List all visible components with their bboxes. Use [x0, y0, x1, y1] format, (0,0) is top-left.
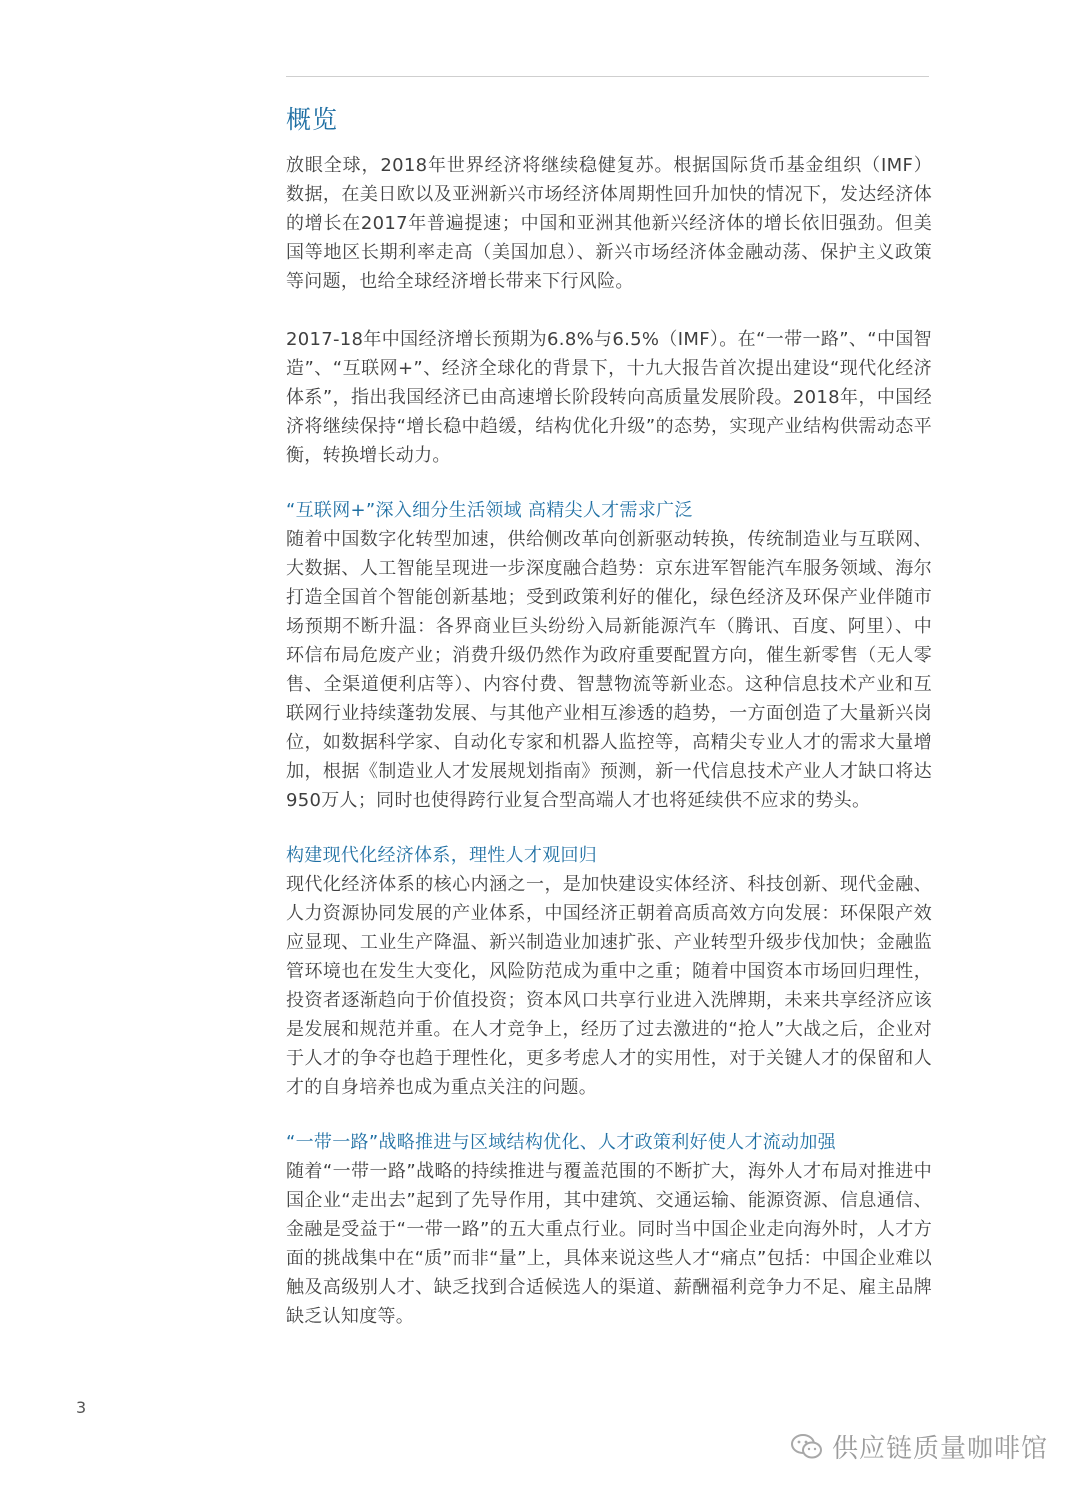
- section-body-modern-economy: 现代化经济体系的核心内涵之一，是加快建设实体经济、科技创新、现代金融、人力资源协同发展的产业体系，中国经济正朝着高质高效方向发展：环保限产效应显现、工业生产降温、新兴制造业加速扩张、产业转型升级步伐加快；金融监管环境也在发生大变化，风险防范成为重中之重；随着中国资本市场回归理性，投资者逐渐趋向于价值投资；资本风口共享行业进入洗牌期，未来共享经济应该是发展和规范并重。在人才竞争上，经历了过去激进的“抢人”大战之后，企业对于人才的争夺也趋于理性化，更多考虑人才的实用性，对于关键人才的保留和人才的自身培养也成为重点关注的问题。: [286, 874, 932, 1098]
- watermark: [790, 1428, 1048, 1465]
- section-heading-belt-and-road: “一带一路”战略推进与区域结构优化、人才政策利好使人才流动加强: [286, 1132, 836, 1153]
- page-number: 3: [76, 1398, 87, 1417]
- section-heading-internet-plus: “互联网+”深入细分生活领域 高精尖人才需求广泛: [286, 500, 693, 521]
- page-title: 概览: [286, 105, 339, 134]
- top-divider: [286, 76, 929, 77]
- section-body-internet-plus: 随着中国数字化转型加速，供给侧改革向创新驱动转换，传统制造业与互联网、大数据、人工智能呈现进一步深度融合趋势：京东进军智能汽车服务领域、海尔打造全国首个智能创新基地；受到政策利好的催化，绿色经济及环保产业伴随市场预期不断升温：各界商业巨头纷纷入局新能源汽车（腾讯、百度、阿里）、中环信布局危废产业；消费升级仍然作为政府重要配置方向，催生新零售（无人零售、全渠道便利店等）、内容付费、智慧物流等新业态。这种信息技术产业和互联网行业持续蓬勃发展、与其他产业相互渗透的趋势，一方面创造了大量新兴岗位，如数据科学家、自动化专家和机器人监控等，高精尖专业人才的需求大量增加，根据《制造业人才发展规划指南》预测，新一代信息技术产业人才缺口将达950万人；同时也使得跨行业复合型高端人才也将延续供不应求的势头。: [286, 529, 932, 811]
- wechat-icon: [790, 1433, 824, 1461]
- intro-paragraph-1: 放眼全球，2018年世界经济将继续稳健复苏。根据国际货币基金组织（IMF）数据，在美日欧以及亚洲新兴市场经济体周期性回升加快的情况下，发达经济体的增长在2017年普遍提速；中国和亚洲其他新兴经济体的增长依旧强劲。但美国等地区长期利率走高（美国加息）、新兴市场经济体金融动荡、保护主义政策等问题，也给全球经济增长带来下行风险。: [286, 155, 932, 292]
- intro-paragraph-2: 2017-18年中国经济增长预期为6.8%与6.5%（IMF）。在“一带一路”、“中国智造”、“互联网+”、经济全球化的背景下，十九大报告首次提出建设“现代化经济体系”，指出我国经济已由高速增长阶段转向高质量发展阶段。2018年，中国经济将继续保持“增长稳中趋缓，结构优化升级”的态势，实现产业结构供需动态平衡，转换增长动力。: [286, 329, 932, 466]
- section-heading-modern-economy: 构建现代化经济体系，理性人才观回归: [286, 845, 598, 866]
- article-body: [286, 151, 932, 1331]
- section-body-belt-and-road: 随着“一带一路”战略的持续推进与覆盖范围的不断扩大，海外人才布局对推进中国企业“走出去”起到了先导作用，其中建筑、交通运输、能源资源、信息通信、金融是受益于“一带一路”的五大重点行业。同时当中国企业走向海外时，人才方面的挑战集中在“质”而非“量”上，具体来说这些人才“痛点”包括：中国企业难以触及高级别人才、缺乏找到合适候选人的渠道、薪酬福利竞争力不足、雇主品牌缺乏认知度等。: [286, 1161, 932, 1327]
- watermark-text: 供应链质量咖啡馆: [832, 1434, 1049, 1464]
